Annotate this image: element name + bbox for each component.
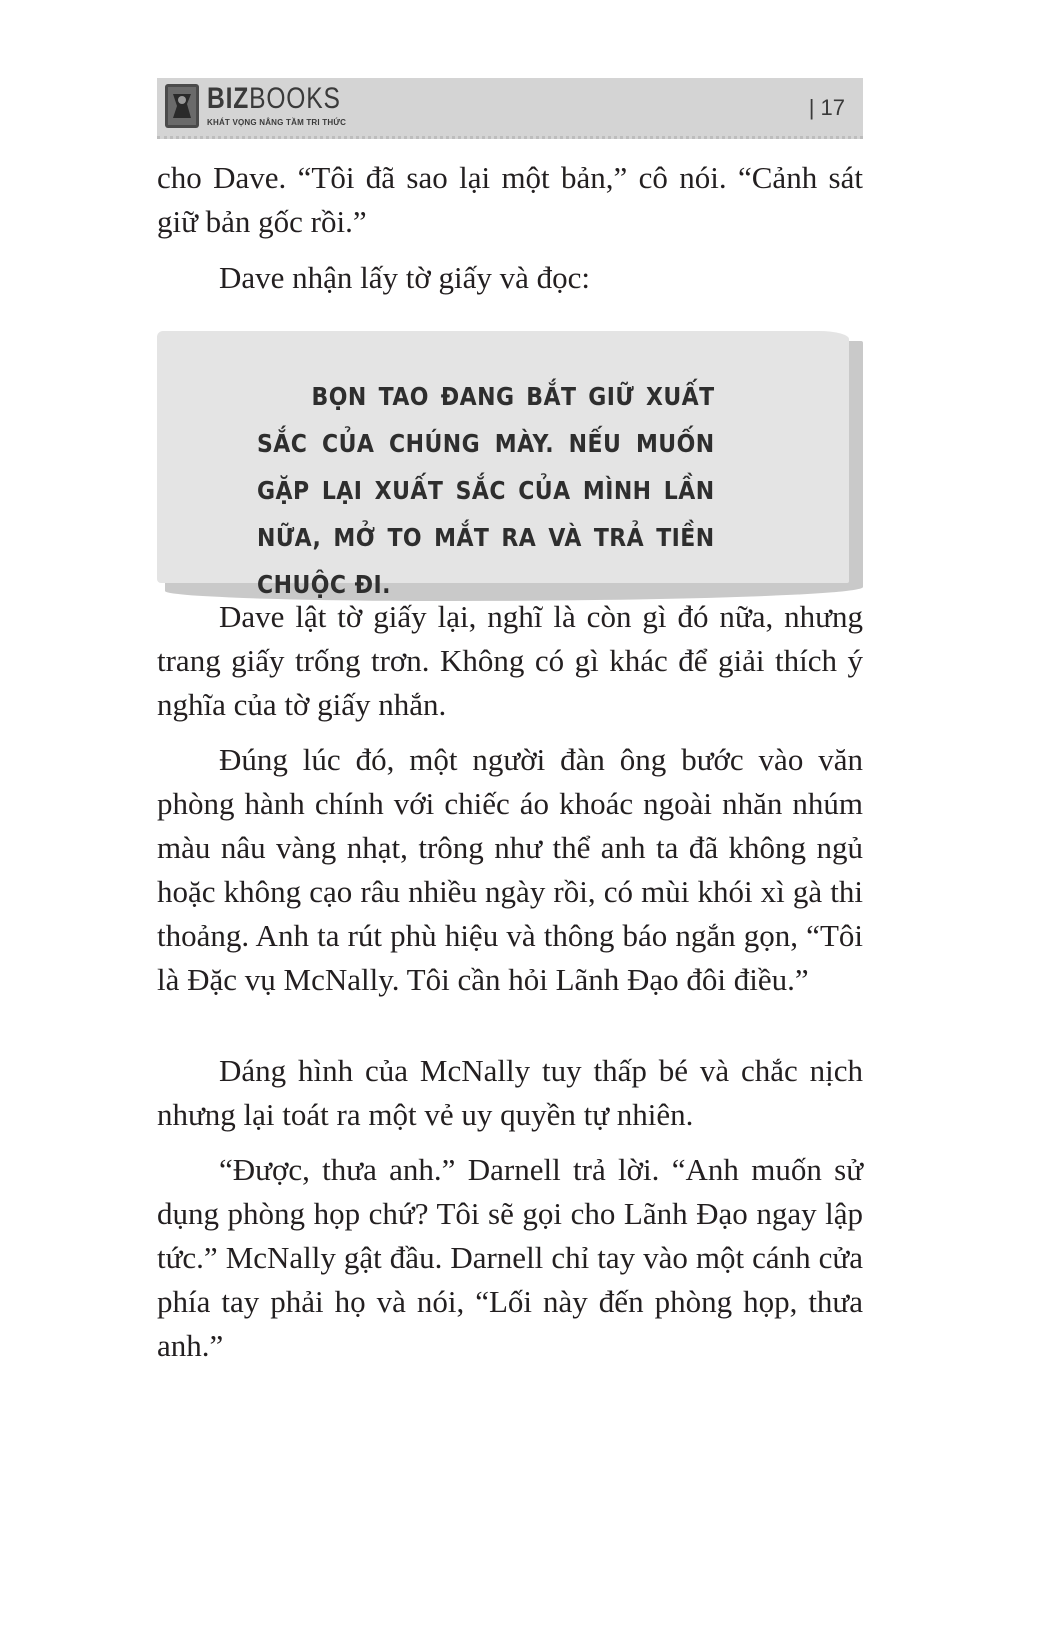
paragraph-4: Đúng lúc đó, một người đàn ông bước vào văn phòng hành chính với chiếc áo khoác ngoài nhăn nhúm màu nâu vàng nhạt, trông như thể anh ta đã không ngủ hoặc không cạo râu nhiều ngày rồi, có mùi khói xì gà thi thoảng. Anh ta rút phù hiệu và thông báo ngắn gọn, “Tôi là Đặc vụ McNally. Tôi cần hỏi Lãnh Đạo đôi điều.” [157, 742, 863, 997]
note-rest: CỦA CHÚNG MÀY. NẾU MUỐN GẶP LẠI XUẤT SẮC CỦA MÌNH LẦN NỮA, MỞ TO MẮT RA VÀ TRẢ TIỀN CHUỘC ĐI. [257, 429, 715, 599]
note-text [257, 373, 715, 608]
paragraph-5: Dáng hình của McNally tuy thấp bé và chắc nịch nhưng lại toát ra một vẻ uy quyền tự nhiên. [157, 1053, 863, 1132]
paragraph-3: Dave lật tờ giấy lại, nghĩ là còn gì đó nữa, nhưng trang giấy trống trơn. Không có gì khác để giải thích ý nghĩa của tờ giấy nhắn. [157, 599, 863, 722]
bizbooks-logo-icon [165, 84, 199, 128]
page-number: | 17 [808, 95, 845, 120]
paragraph-2: Dave nhận lấy tờ giấy và đọc: [219, 260, 591, 295]
brand-tagline: KHÁT VỌNG NÂNG TẦM TRI THỨC [207, 118, 347, 127]
ransom-note [157, 323, 863, 607]
page-header [157, 78, 863, 139]
paragraph-6: “Được, thưa anh.” Darnell trả lời. “Anh muốn sử dụng phòng họp chứ? Tôi sẽ gọi cho Lãnh Đạo ngay lập tức.” McNally gật đầu. Darnell chỉ tay vào một cánh cửa phía tay phải họ và nói, “Lối này đến phòng họp, thưa anh.” [157, 1152, 863, 1363]
note-line-1: BỌN TAO ĐANG BẮT GIỮ XUẤT SẮC [257, 382, 715, 458]
paragraph-1: cho Dave. “Tôi đã sao lại một bản,” cô nói. “Cảnh sát giữ bản gốc rồi.” [157, 160, 863, 239]
brand-name: BIZBOOKS [207, 82, 341, 115]
